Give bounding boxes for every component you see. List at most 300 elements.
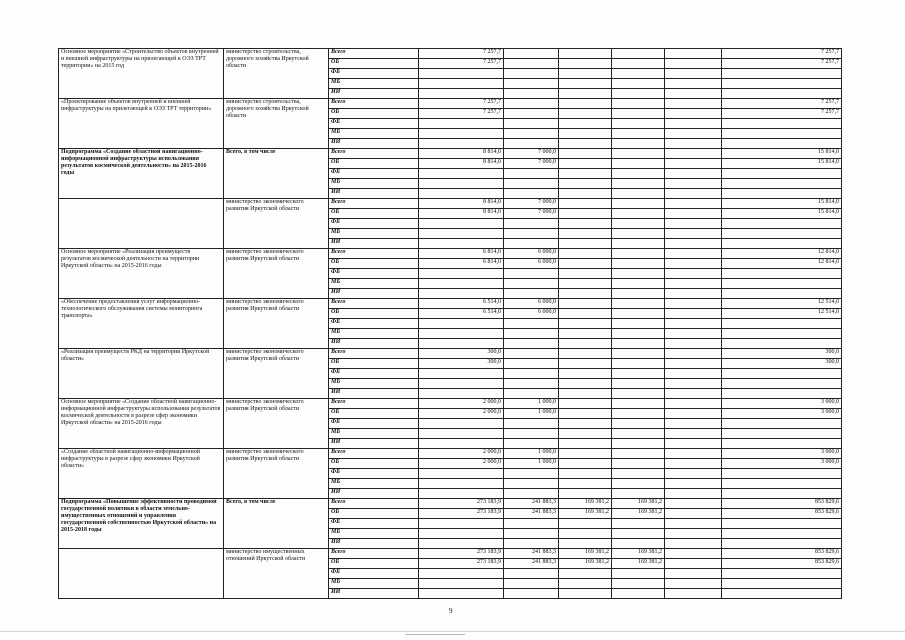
amount-cell: [419, 129, 504, 139]
amount-cell: 12 814,0: [722, 259, 842, 269]
amount-cell: 7 000,0: [504, 199, 559, 209]
funding-source-cell: Всего: [329, 499, 419, 509]
amount-cell: [665, 359, 722, 369]
amount-cell: [665, 559, 722, 569]
amount-cell: [665, 139, 722, 149]
funding-source-cell: ОБ: [329, 559, 419, 569]
amount-cell: 7 257,7: [419, 109, 504, 119]
amount-cell: [419, 419, 504, 429]
funding-source-cell: ФБ: [329, 119, 419, 129]
amount-cell: 241 883,3: [504, 549, 559, 559]
amount-cell: 853 829,6: [722, 559, 842, 569]
amount-cell: [559, 439, 612, 449]
amount-cell: [665, 319, 722, 329]
amount-cell: 7 257,7: [722, 99, 842, 109]
amount-cell: [559, 339, 612, 349]
funding-source-cell: ИИ: [329, 89, 419, 99]
amount-cell: [722, 519, 842, 529]
amount-cell: [419, 379, 504, 389]
amount-cell: [559, 179, 612, 189]
funding-source-cell: МБ: [329, 279, 419, 289]
amount-cell: [559, 309, 612, 319]
amount-cell: [722, 539, 842, 549]
amount-cell: [665, 509, 722, 519]
amount-cell: [559, 369, 612, 379]
funding-source-cell: ОБ: [329, 109, 419, 119]
funding-source-cell: Всего: [329, 549, 419, 559]
table-row: [59, 99, 842, 109]
executor-cell: министерство экономического развития Иркутской области: [224, 399, 329, 449]
amount-cell: [612, 289, 665, 299]
amount-cell: [722, 169, 842, 179]
funding-source-cell: ОБ: [329, 59, 419, 69]
amount-cell: 241 883,3: [504, 499, 559, 509]
amount-cell: 8 814,0: [419, 159, 504, 169]
funding-source-cell: ИИ: [329, 139, 419, 149]
amount-cell: [722, 479, 842, 489]
funding-source-cell: ОБ: [329, 409, 419, 419]
amount-cell: 6 814,0: [419, 259, 504, 269]
amount-cell: [419, 579, 504, 589]
amount-cell: 6 814,0: [419, 249, 504, 259]
amount-cell: [559, 169, 612, 179]
amount-cell: [559, 139, 612, 149]
amount-cell: 273 183,9: [419, 549, 504, 559]
amount-cell: [504, 89, 559, 99]
amount-cell: [665, 309, 722, 319]
amount-cell: 6 000,0: [504, 259, 559, 269]
page-number: 9: [449, 607, 453, 615]
funding-source-cell: МБ: [329, 79, 419, 89]
amount-cell: [722, 319, 842, 329]
amount-cell: [665, 499, 722, 509]
funding-source-cell: ОБ: [329, 259, 419, 269]
funding-source-cell: ОБ: [329, 309, 419, 319]
amount-cell: [559, 189, 612, 199]
amount-cell: [504, 119, 559, 129]
amount-cell: 273 183,9: [419, 559, 504, 569]
activity-name-cell: «Обеспечение предоставления услуг информационно-технологического обслуживания системы мониторинга транспорта»: [59, 299, 224, 349]
amount-cell: 15 814,0: [722, 199, 842, 209]
amount-cell: [504, 529, 559, 539]
funding-source-cell: Всего: [329, 149, 419, 159]
funding-source-cell: Всего: [329, 49, 419, 59]
amount-cell: [559, 239, 612, 249]
amount-cell: [722, 419, 842, 429]
amount-cell: 7 000,0: [504, 149, 559, 159]
amount-cell: [612, 469, 665, 479]
amount-cell: 6 000,0: [504, 249, 559, 259]
amount-cell: [419, 589, 504, 599]
funding-source-cell: ИИ: [329, 589, 419, 599]
amount-cell: [559, 99, 612, 109]
amount-cell: [612, 449, 665, 459]
amount-cell: [612, 479, 665, 489]
amount-cell: [504, 99, 559, 109]
executor-cell: министерство экономического развития Иркутской области: [224, 299, 329, 349]
amount-cell: [504, 289, 559, 299]
amount-cell: [559, 399, 612, 409]
amount-cell: [665, 569, 722, 579]
executor-cell: министерство экономического развития Иркутской области: [224, 449, 329, 499]
amount-cell: 273 183,9: [419, 499, 504, 509]
amount-cell: [559, 219, 612, 229]
funding-source-cell: Всего: [329, 399, 419, 409]
amount-cell: [419, 219, 504, 229]
amount-cell: [722, 69, 842, 79]
amount-cell: [419, 169, 504, 179]
amount-cell: [559, 529, 612, 539]
activity-name-cell: Подпрограмма «Создание областной навигационно-информационной инфраструктуры использования результатов космической деятельности» на 2015-2016 годы: [59, 149, 224, 199]
amount-cell: [504, 519, 559, 529]
amount-cell: [665, 329, 722, 339]
amount-cell: [722, 179, 842, 189]
funding-source-cell: ИИ: [329, 439, 419, 449]
activity-name-cell: [59, 199, 224, 249]
funding-source-cell: Всего: [329, 249, 419, 259]
amount-cell: [665, 429, 722, 439]
amount-cell: [612, 419, 665, 429]
funding-source-cell: Всего: [329, 449, 419, 459]
amount-cell: 169 381,2: [559, 509, 612, 519]
table-row: [59, 399, 842, 409]
amount-cell: [612, 259, 665, 269]
amount-cell: [612, 579, 665, 589]
amount-cell: [419, 239, 504, 249]
table-row: [59, 149, 842, 159]
amount-cell: [612, 519, 665, 529]
amount-cell: [559, 469, 612, 479]
amount-cell: [504, 269, 559, 279]
amount-cell: [665, 389, 722, 399]
amount-cell: [559, 419, 612, 429]
amount-cell: 169 381,2: [612, 559, 665, 569]
activity-name-cell: Основное мероприятие «Строительство объектов внутренней и внешней инфраструктуры на прилегающей к ОЭЗ ТРТ территории» на 2015 год: [59, 49, 224, 99]
amount-cell: 2 000,0: [419, 449, 504, 459]
amount-cell: 3 000,0: [722, 459, 842, 469]
amount-cell: 169 381,2: [612, 499, 665, 509]
amount-cell: [612, 189, 665, 199]
amount-cell: [722, 389, 842, 399]
funding-source-cell: МБ: [329, 579, 419, 589]
amount-cell: [722, 279, 842, 289]
activity-name-cell: «Создание областной навигационно-информационной инфраструктуры в разрезе сфер экономики Иркутской области»: [59, 449, 224, 499]
funding-source-cell: ФБ: [329, 219, 419, 229]
amount-cell: 6 000,0: [504, 309, 559, 319]
amount-cell: [722, 189, 842, 199]
amount-cell: [665, 489, 722, 499]
amount-cell: 12 814,0: [722, 249, 842, 259]
amount-cell: [559, 329, 612, 339]
amount-cell: [419, 139, 504, 149]
amount-cell: [665, 99, 722, 109]
amount-cell: 12 514,0: [722, 299, 842, 309]
amount-cell: [612, 159, 665, 169]
amount-cell: [559, 249, 612, 259]
amount-cell: [722, 469, 842, 479]
amount-cell: [612, 219, 665, 229]
amount-cell: [559, 109, 612, 119]
amount-cell: [504, 319, 559, 329]
activity-name-cell: «Реализация преимуществ РКД на территории Иркутской области»: [59, 349, 224, 399]
amount-cell: [419, 529, 504, 539]
amount-cell: [559, 279, 612, 289]
amount-cell: [504, 479, 559, 489]
amount-cell: [722, 79, 842, 89]
amount-cell: [722, 579, 842, 589]
amount-cell: [665, 219, 722, 229]
funding-source-cell: ОБ: [329, 509, 419, 519]
amount-cell: [559, 389, 612, 399]
amount-cell: [419, 69, 504, 79]
table-row: [59, 49, 842, 59]
funding-source-cell: МБ: [329, 129, 419, 139]
amount-cell: 169 381,2: [559, 559, 612, 569]
amount-cell: 7 257,7: [722, 109, 842, 119]
amount-cell: [559, 69, 612, 79]
amount-cell: [504, 79, 559, 89]
amount-cell: [612, 169, 665, 179]
amount-cell: [419, 289, 504, 299]
table-row: [59, 299, 842, 309]
amount-cell: [504, 539, 559, 549]
amount-cell: 853 829,6: [722, 499, 842, 509]
executor-cell: министерство экономического развития Иркутской области: [224, 249, 329, 299]
table-row: [59, 449, 842, 459]
amount-cell: [665, 119, 722, 129]
amount-cell: [419, 269, 504, 279]
amount-cell: [665, 169, 722, 179]
amount-cell: [665, 459, 722, 469]
funding-source-cell: ФБ: [329, 569, 419, 579]
funding-source-cell: ИИ: [329, 489, 419, 499]
amount-cell: [559, 299, 612, 309]
amount-cell: [504, 439, 559, 449]
amount-cell: 169 381,2: [559, 549, 612, 559]
amount-cell: [665, 279, 722, 289]
amount-cell: [504, 579, 559, 589]
amount-cell: [559, 149, 612, 159]
amount-cell: [419, 89, 504, 99]
amount-cell: [559, 589, 612, 599]
amount-cell: [612, 149, 665, 159]
amount-cell: 169 381,2: [612, 549, 665, 559]
funding-source-cell: МБ: [329, 379, 419, 389]
amount-cell: [612, 489, 665, 499]
amount-cell: [504, 169, 559, 179]
amount-cell: [612, 569, 665, 579]
amount-cell: [665, 199, 722, 209]
amount-cell: [559, 129, 612, 139]
amount-cell: [504, 569, 559, 579]
amount-cell: [665, 549, 722, 559]
amount-cell: [559, 569, 612, 579]
amount-cell: [665, 339, 722, 349]
funding-source-cell: ИИ: [329, 239, 419, 249]
amount-cell: 8 814,0: [419, 199, 504, 209]
amount-cell: 1 000,0: [504, 449, 559, 459]
funding-source-cell: ФБ: [329, 169, 419, 179]
budget-table-sheet: [58, 48, 841, 599]
amount-cell: [559, 349, 612, 359]
activity-name-cell: Основное мероприятие «Реализация преимуществ результатов космической деятельности на территории Иркутской области» на 2015-2016 годы: [59, 249, 224, 299]
funding-source-cell: МБ: [329, 179, 419, 189]
funding-source-cell: ИИ: [329, 189, 419, 199]
amount-cell: 15 814,0: [722, 149, 842, 159]
amount-cell: [504, 339, 559, 349]
amount-cell: [419, 339, 504, 349]
amount-cell: [665, 59, 722, 69]
amount-cell: [665, 69, 722, 79]
amount-cell: [504, 129, 559, 139]
scan-edge-mark: [405, 634, 465, 635]
amount-cell: 7 257,7: [419, 49, 504, 59]
amount-cell: [612, 429, 665, 439]
amount-cell: [665, 229, 722, 239]
amount-cell: 7 257,7: [419, 99, 504, 109]
executor-cell: министерство экономического развития Иркутской области: [224, 199, 329, 249]
amount-cell: [559, 289, 612, 299]
amount-cell: 300,0: [722, 349, 842, 359]
amount-cell: [722, 139, 842, 149]
amount-cell: 1 000,0: [504, 399, 559, 409]
amount-cell: [419, 79, 504, 89]
amount-cell: [665, 539, 722, 549]
amount-cell: [419, 569, 504, 579]
amount-cell: [665, 589, 722, 599]
amount-cell: 3 000,0: [722, 449, 842, 459]
amount-cell: [612, 89, 665, 99]
amount-cell: [612, 99, 665, 109]
funding-source-cell: ФБ: [329, 319, 419, 329]
amount-cell: [612, 249, 665, 259]
amount-cell: [612, 339, 665, 349]
executor-cell: министерство строительства, дорожного хозяйства Иркутской области: [224, 49, 329, 99]
amount-cell: [612, 179, 665, 189]
amount-cell: [722, 289, 842, 299]
amount-cell: [665, 129, 722, 139]
amount-cell: [665, 369, 722, 379]
amount-cell: 273 183,9: [419, 509, 504, 519]
amount-cell: [722, 239, 842, 249]
amount-cell: [419, 119, 504, 129]
amount-cell: [504, 229, 559, 239]
amount-cell: 169 381,2: [559, 499, 612, 509]
funding-source-cell: МБ: [329, 329, 419, 339]
activity-name-cell: «Проектирование объектов внутренней и внешней инфраструктуры на прилегающей к ОЭЗ ТРТ территории»: [59, 99, 224, 149]
amount-cell: [559, 579, 612, 589]
funding-source-cell: ФБ: [329, 469, 419, 479]
amount-cell: [504, 179, 559, 189]
executor-cell: министерство экономического развития Иркутской области: [224, 349, 329, 399]
amount-cell: [665, 189, 722, 199]
amount-cell: 853 829,6: [722, 549, 842, 559]
amount-cell: [419, 189, 504, 199]
funding-source-cell: ФБ: [329, 519, 419, 529]
amount-cell: [665, 439, 722, 449]
amount-cell: [559, 269, 612, 279]
amount-cell: [504, 109, 559, 119]
amount-cell: [559, 89, 612, 99]
amount-cell: 1 000,0: [504, 409, 559, 419]
activity-name-cell: [59, 549, 224, 599]
amount-cell: 1 000,0: [504, 459, 559, 469]
amount-cell: [612, 529, 665, 539]
amount-cell: [665, 159, 722, 169]
amount-cell: [559, 49, 612, 59]
amount-cell: [612, 139, 665, 149]
amount-cell: [612, 199, 665, 209]
amount-cell: [504, 329, 559, 339]
amount-cell: [612, 79, 665, 89]
amount-cell: [665, 239, 722, 249]
amount-cell: [665, 299, 722, 309]
amount-cell: 241 883,3: [504, 509, 559, 519]
amount-cell: [419, 319, 504, 329]
amount-cell: [559, 259, 612, 269]
amount-cell: [419, 439, 504, 449]
amount-cell: [665, 89, 722, 99]
amount-cell: [559, 379, 612, 389]
activity-name-cell: Основное мероприятие «Создание областной навигационно-информационной инфраструктуры использования результатов космической деятельности в разрезе сфер экономики Иркутской области» на 2015-2016 годы: [59, 399, 224, 449]
amount-cell: [612, 59, 665, 69]
amount-cell: [504, 59, 559, 69]
amount-cell: [419, 539, 504, 549]
amount-cell: 6 514,0: [419, 309, 504, 319]
amount-cell: [504, 279, 559, 289]
funding-source-cell: ОБ: [329, 359, 419, 369]
activity-name-cell: Подпрограмма «Повышение эффективности проводимой государственной политики в области земельно-имущественных отношений и управления государственной собственностью Иркутской области» на 2015-2018 годы: [59, 499, 224, 549]
amount-cell: [665, 529, 722, 539]
scan-edge-line: [0, 631, 905, 632]
amount-cell: 3 000,0: [722, 409, 842, 419]
amount-cell: [559, 459, 612, 469]
amount-cell: [722, 129, 842, 139]
amount-cell: 853 829,6: [722, 509, 842, 519]
amount-cell: [419, 469, 504, 479]
funding-source-cell: ФБ: [329, 69, 419, 79]
amount-cell: [612, 539, 665, 549]
amount-cell: [559, 359, 612, 369]
amount-cell: [722, 439, 842, 449]
amount-cell: [504, 139, 559, 149]
amount-cell: [559, 79, 612, 89]
amount-cell: [665, 259, 722, 269]
amount-cell: [419, 489, 504, 499]
amount-cell: [665, 399, 722, 409]
amount-cell: 2 000,0: [419, 459, 504, 469]
amount-cell: [504, 469, 559, 479]
amount-cell: [722, 119, 842, 129]
funding-source-cell: Всего: [329, 349, 419, 359]
amount-cell: [612, 239, 665, 249]
amount-cell: [612, 389, 665, 399]
amount-cell: [665, 149, 722, 159]
amount-cell: [559, 209, 612, 219]
executor-cell: министерство имущественных отношений Иркутской области: [224, 549, 329, 599]
amount-cell: [612, 359, 665, 369]
amount-cell: [665, 109, 722, 119]
amount-cell: [722, 229, 842, 239]
amount-cell: 6 514,0: [419, 299, 504, 309]
amount-cell: [559, 119, 612, 129]
amount-cell: [504, 219, 559, 229]
amount-cell: [665, 449, 722, 459]
amount-cell: [559, 159, 612, 169]
amount-cell: [419, 519, 504, 529]
amount-cell: 8 814,0: [419, 209, 504, 219]
amount-cell: 241 883,3: [504, 559, 559, 569]
